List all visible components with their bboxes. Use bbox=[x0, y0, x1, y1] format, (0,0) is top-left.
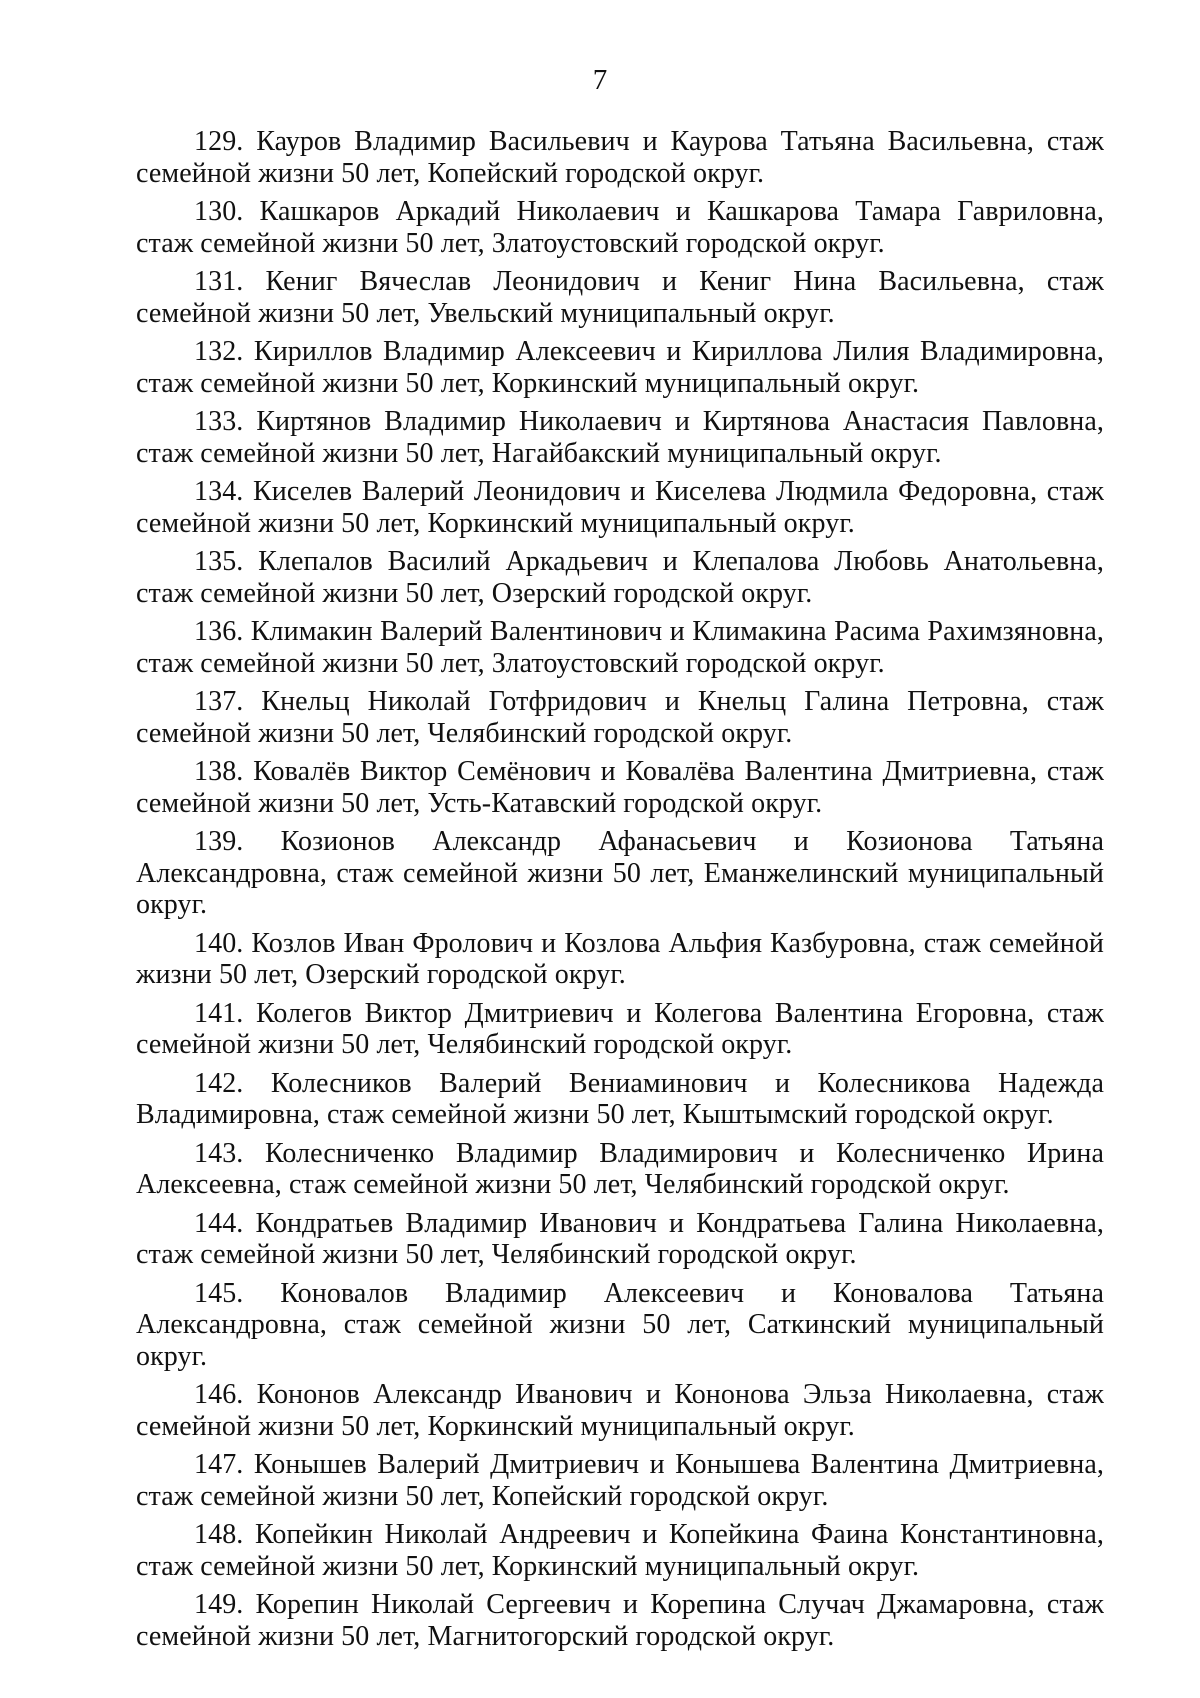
list-item: 132. Кириллов Владимир Алексеевич и Кириллова Лилия Владимировна, стаж семейной жизни 50 лет, Коркинский муниципальный округ. bbox=[136, 336, 1104, 399]
list-item: 147. Конышев Валерий Дмитриевич и Конышева Валентина Дмитриевна, стаж семейной жизни 50 лет, Копейский городской округ. bbox=[136, 1449, 1104, 1512]
list-item: 133. Киртянов Владимир Николаевич и Киртянова Анастасия Павловна, стаж семейной жизни 50 лет, Нагайбакский муниципальный округ. bbox=[136, 406, 1104, 469]
list-item: 149. Корепин Николай Сергеевич и Корепина Случач Джамаровна, стаж семейной жизни 50 лет, Магнитогорский городской округ. bbox=[136, 1589, 1104, 1652]
list-item: 142. Колесников Валерий Вениаминович и Колесникова Надежда Владимировна, стаж семейной жизни 50 лет, Кыштымский городской округ. bbox=[136, 1067, 1104, 1130]
list-item: 134. Киселев Валерий Леонидович и Киселева Людмила Федоровна, стаж семейной жизни 50 лет, Коркинский муниципальный округ. bbox=[136, 476, 1104, 539]
list-item: 139. Козионов Александр Афанасьевич и Козионова Татьяна Александровна, стаж семейной жизни 50 лет, Еманжелинский муниципальный округ. bbox=[136, 826, 1104, 920]
list-item: 138. Ковалёв Виктор Семёнович и Ковалёва Валентина Дмитриевна, стаж семейной жизни 50 лет, Усть-Катавский городской округ. bbox=[136, 756, 1104, 819]
award-list bbox=[136, 126, 1104, 1659]
list-item: 130. Кашкаров Аркадий Николаевич и Кашкарова Тамара Гавриловна, стаж семейной жизни 50 лет, Златоустовский городской округ. bbox=[136, 196, 1104, 259]
list-item: 135. Клепалов Василий Аркадьевич и Клепалова Любовь Анатольевна, стаж семейной жизни 50 лет, Озерский городской округ. bbox=[136, 546, 1104, 609]
list-item: 131. Кениг Вячеслав Леонидович и Кениг Нина Васильевна, стаж семейной жизни 50 лет, Увельский муниципальный округ. bbox=[136, 266, 1104, 329]
list-item: 148. Копейкин Николай Андреевич и Копейкина Фаина Константиновна, стаж семейной жизни 50 лет, Коркинский муниципальный округ. bbox=[136, 1519, 1104, 1582]
page-number: 7 bbox=[592, 64, 608, 96]
list-item: 129. Кауров Владимир Васильевич и Каурова Татьяна Васильевна, стаж семейной жизни 50 лет, Копейский городской округ. bbox=[136, 126, 1104, 189]
list-item: 137. Кнельц Николай Готфридович и Кнельц Галина Петровна, стаж семейной жизни 50 лет, Челябинский городской округ. bbox=[136, 686, 1104, 749]
list-item: 140. Козлов Иван Фролович и Козлова Альфия Казбуровна, стаж семейной жизни 50 лет, Озерский городской округ. bbox=[136, 927, 1104, 990]
list-item: 145. Коновалов Владимир Алексеевич и Коновалова Татьяна Александровна, стаж семейной жизни 50 лет, Саткинский муниципальный округ. bbox=[136, 1277, 1104, 1372]
list-item: 143. Колесниченко Владимир Владимирович и Колесниченко Ирина Алексеевна, стаж семейной жизни 50 лет, Челябинский городской округ. bbox=[136, 1137, 1104, 1200]
list-item: 146. Кононов Александр Иванович и Кононова Эльза Николаевна, стаж семейной жизни 50 лет, Коркинский муниципальный округ. bbox=[136, 1379, 1104, 1442]
list-item: 144. Кондратьев Владимир Иванович и Кондратьева Галина Николаевна, стаж семейной жизни 50 лет, Челябинский городской округ. bbox=[136, 1207, 1104, 1270]
list-item: 136. Климакин Валерий Валентинович и Климакина Расима Рахимзяновна, стаж семейной жизни 50 лет, Златоустовский городской округ. bbox=[136, 616, 1104, 679]
list-item: 141. Колегов Виктор Дмитриевич и Колегова Валентина Егоровна, стаж семейной жизни 50 лет, Челябинский городской округ. bbox=[136, 997, 1104, 1060]
